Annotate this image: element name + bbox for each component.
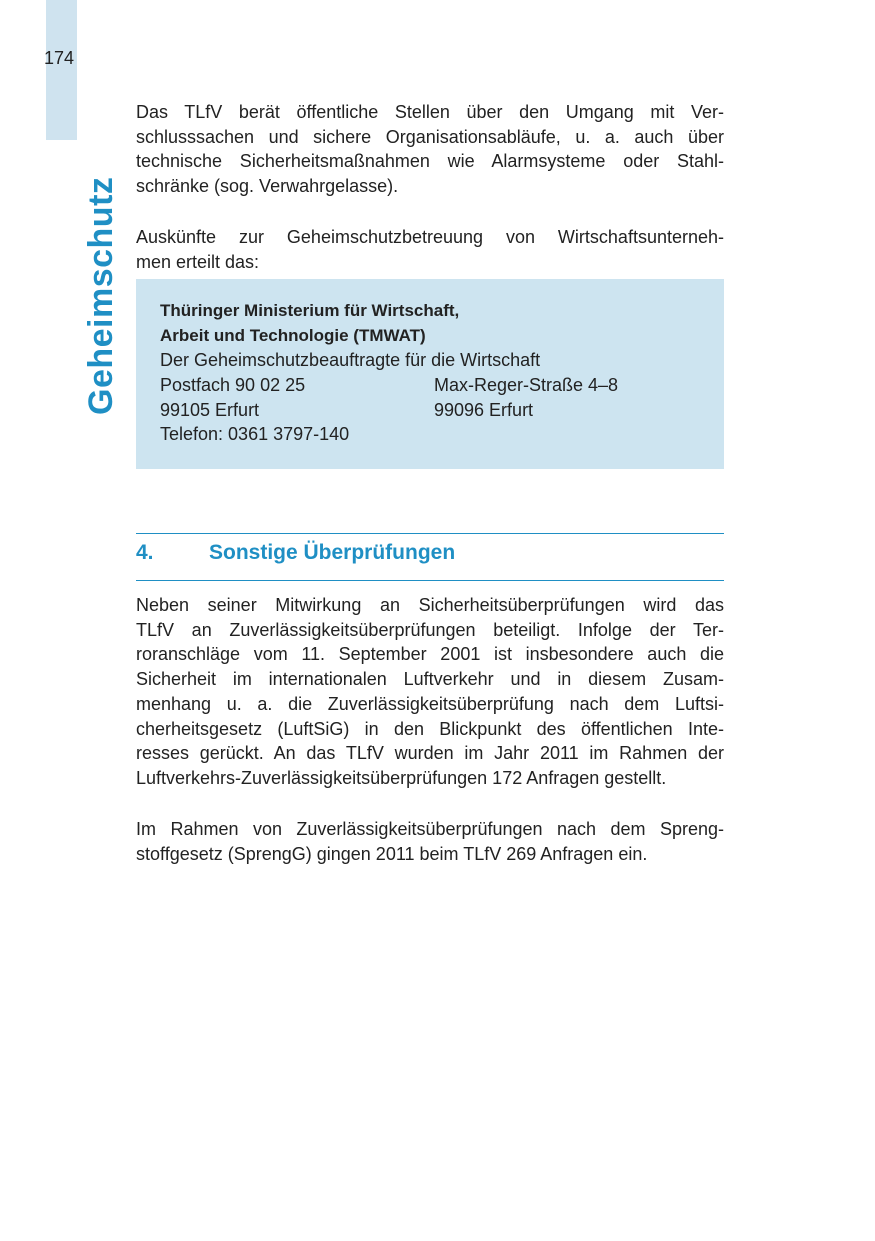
text-line: Luftverkehrs-Zuverlässigkeitsüberprüfungen 172 Anfragen gestellt.	[136, 767, 667, 788]
contact-info-box	[136, 279, 724, 469]
org-name-line1: Thüringer Ministerium für Wirtschaft,	[160, 301, 460, 320]
paragraph-contact-intro	[136, 225, 724, 274]
text-line: Das TLfV berät öffentliche Stellen über den Umgang mit Ver-	[136, 102, 724, 122]
text-line: stoffgesetz (SprengG) gingen 2011 beim TLfV 269 Anfragen ein.	[136, 843, 648, 864]
text-line: Im Rahmen von Zuverlässigkeitsüberprüfungen nach dem Spreng-	[136, 819, 724, 839]
postfach-address: Postfach 90 02 25	[160, 375, 306, 395]
text-line: menhang u. a. die Zuverlässigkeitsüberprüfung nach dem Luftsi-	[136, 693, 724, 714]
text-line: TLfV an Zuverlässigkeitsüberprüfungen beteiligt. Infolge der Ter-	[136, 619, 724, 640]
text-line: technische Sicherheitsmaßnahmen wie Alarmsysteme oder Stahl-	[136, 151, 724, 172]
text-line: Neben seiner Mitwirkung an Sicherheitsüberprüfungen wird das	[136, 595, 724, 615]
section-number: 4.	[136, 541, 154, 564]
text-line: men erteilt das:	[136, 251, 260, 272]
text-line: schlusssachen und sichere Organisationsabläufe, u. a. auch über	[136, 126, 724, 147]
text-line: resses gerückt. An das TLfV wurden im Jahr 2011 im Rahmen der	[136, 743, 724, 764]
side-tab-bar	[46, 0, 77, 140]
text-line: cherheitsgesetz (LuftSiG) in den Blickpunkt des öffentlichen Inte-	[136, 718, 724, 739]
org-name-line2: Arbeit und Technologie (TMWAT)	[160, 326, 426, 345]
street-zip-city: 99096 Erfurt	[434, 400, 534, 420]
section-rule-bottom	[136, 580, 724, 581]
paragraph-reviews	[136, 593, 724, 791]
side-chapter-title: Geheimschutz	[82, 176, 120, 415]
department: Der Geheimschutzbeauftragte für die Wirtschaft	[160, 350, 541, 370]
text-line: roranschläge vom 11. September 2001 ist insbesondere auch die	[136, 644, 724, 665]
phone-number: Telefon: 0361 3797-140	[160, 424, 350, 444]
page-number: 174	[44, 48, 75, 68]
paragraph-intro	[136, 100, 724, 199]
text-line: Auskünfte zur Geheimschutzbetreuung von Wirtschaftsunterneh-	[136, 227, 724, 247]
street-address: Max-Reger-Straße 4–8	[434, 375, 619, 395]
postfach-zip-city: 99105 Erfurt	[160, 400, 260, 420]
text-line: schränke (sog. Verwahrgelasse).	[136, 176, 399, 197]
section-rule-top	[136, 533, 724, 534]
text-line: Sicherheit im internationalen Luftverkehr und in diesem Zusam-	[136, 669, 724, 690]
section-heading	[136, 541, 455, 565]
section-title: Sonstige Überprüfungen	[209, 541, 456, 564]
paragraph-sprengg	[136, 817, 724, 866]
